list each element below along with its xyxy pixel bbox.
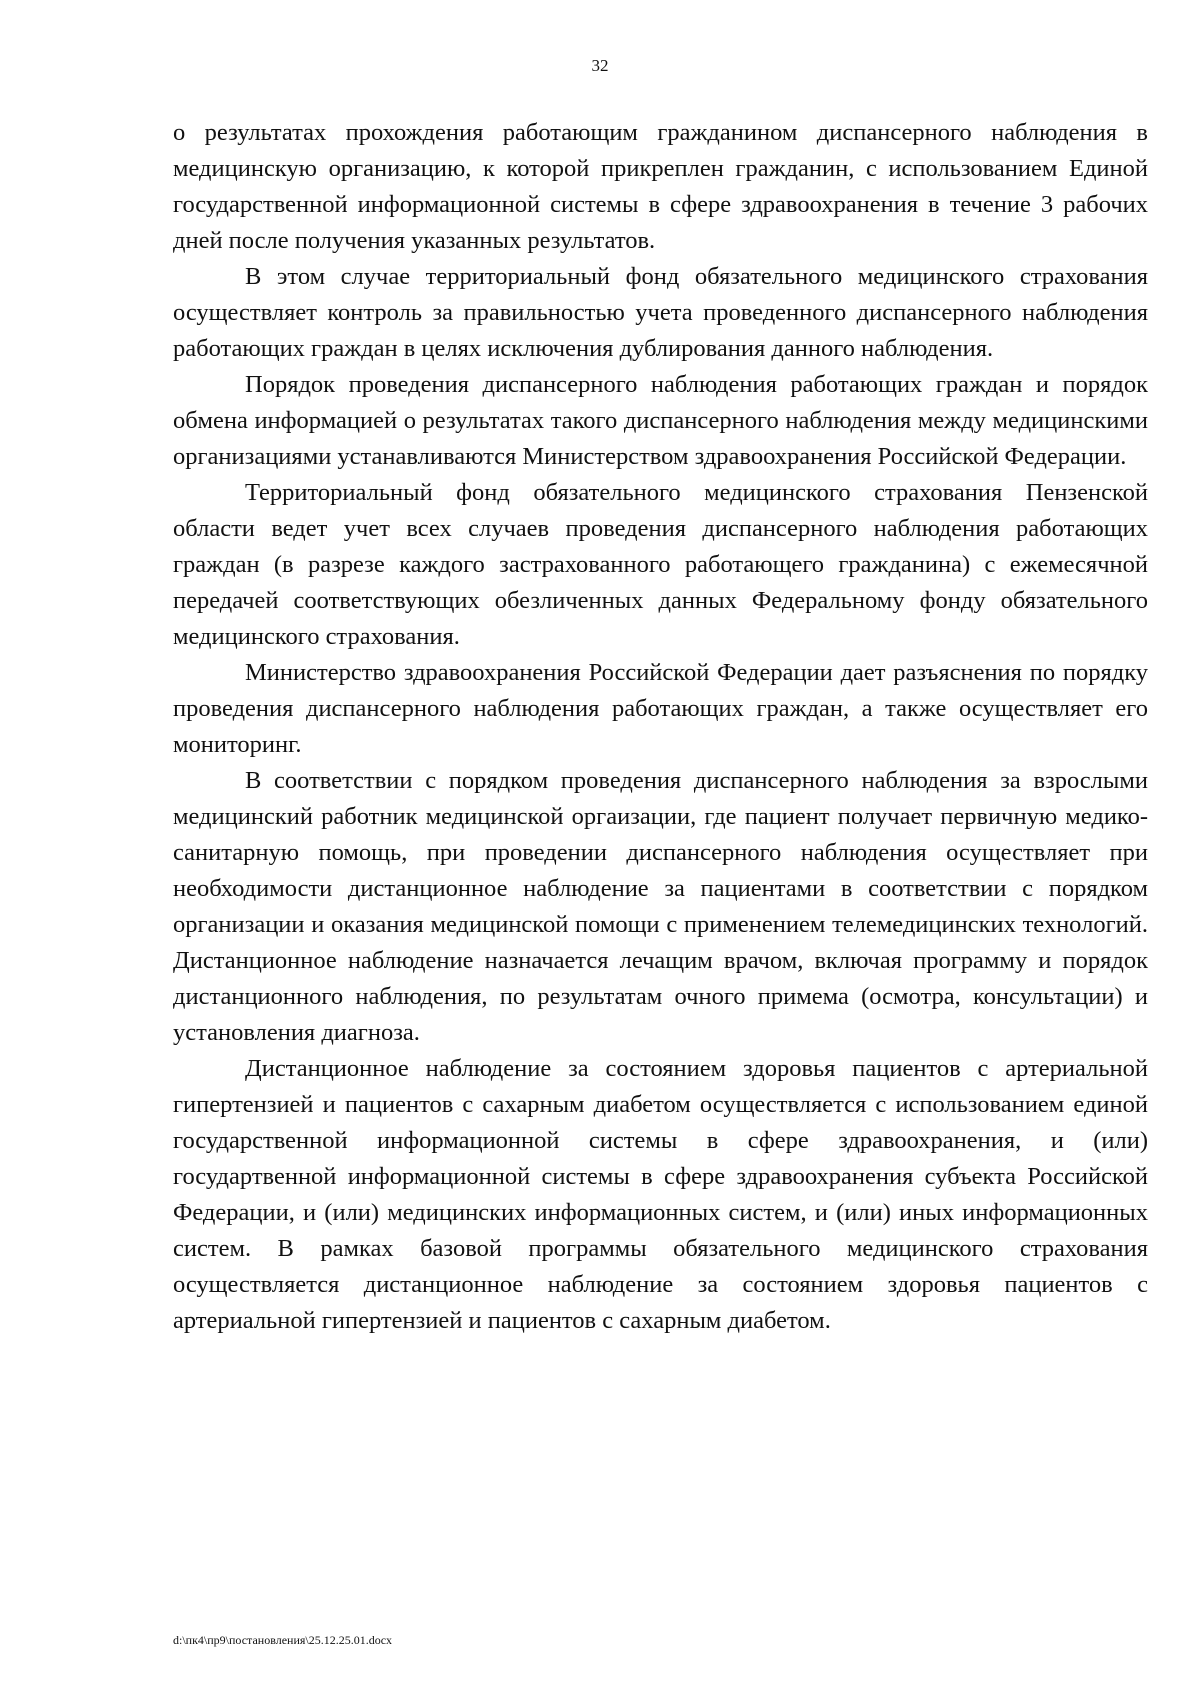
paragraph: Территориальный фонд обязательного медицинского страхования Пензенской области ведет учет всех случаев проведения диспансерного наблюдения работающих граждан (в разрезе каждого застрахованного работающего гражданина) с ежемесячной передачей соответствующих обезличенных данных Федеральному фонду обязательного медицинского страхования. bbox=[173, 479, 1148, 650]
paragraph: В этом случае территориальный фонд обязательного медицинского страхования осуществляет контроль за правильностью учета проведенного диспансерного наблюдения работающих граждан в целях исключения дублирования данного наблюдения. bbox=[173, 263, 1148, 362]
document-body bbox=[173, 115, 1148, 1339]
footer-file-path: d:\пк4\пр9\постановления\25.12.25.01.docx bbox=[173, 1633, 393, 1647]
paragraph: В соответствии с порядком проведения диспансерного наблюдения за взрослыми медицинский работник медицинской оргаизации, где пациент получает первичную медико-санитарную помощь, при проведении диспансерного наблюдения осуществляет при необходимости дистанционное наблюдение за пациентами в соответствии с порядком организации и оказания медицинской помощи с применением телемедицинских технологий. Дистанционное наблюдение назначается лечащим врачом, включая программу и порядок дистанционного наблюдения, по результатам очного примема (осмотра, консультации) и установления диагноза. bbox=[173, 767, 1148, 1046]
paragraph: Министерство здравоохранения Российской Федерации дает разъяснения по порядку проведения диспансерного наблюдения работающих граждан, а также осуществляет его мониторинг. bbox=[173, 659, 1148, 758]
paragraph-continuation: о результатах прохождения работающим гражданином диспансерного наблюдения в медицинскую организацию, к которой прикреплен гражданин, с использованием Единой государственной информационной системы в сфере здравоохранения в течение 3 рабочих дней после получения указанных результатов. bbox=[173, 119, 1148, 254]
paragraph: Дистанционное наблюдение за состоянием здоровья пациентов с артериальной гипертензией и пациентов с сахарным диабетом осуществляется с использованием единой государственной информационной системы в сфере здравоохранения, и (или) государтвенной информационной системы в сфере здравоохранения субъекта Российской Федерации, и (или) медицинских информационных систем, и (или) иных информационных систем. В рамках базовой программы обязательного медицинского страхования осуществляется дистанционное наблюдение за состоянием здоровья пациентов с артериальной гипертензией и пациентов с сахарным диабетом. bbox=[173, 1055, 1148, 1334]
paragraph: Порядок проведения диспансерного наблюдения работающих граждан и порядок обмена информацией о результатах такого диспансерного наблюдения между медицинскими организациями устанавливаются Министерством здравоохранения Российской Федерации. bbox=[173, 371, 1148, 470]
page-number: 32 bbox=[591, 56, 609, 75]
